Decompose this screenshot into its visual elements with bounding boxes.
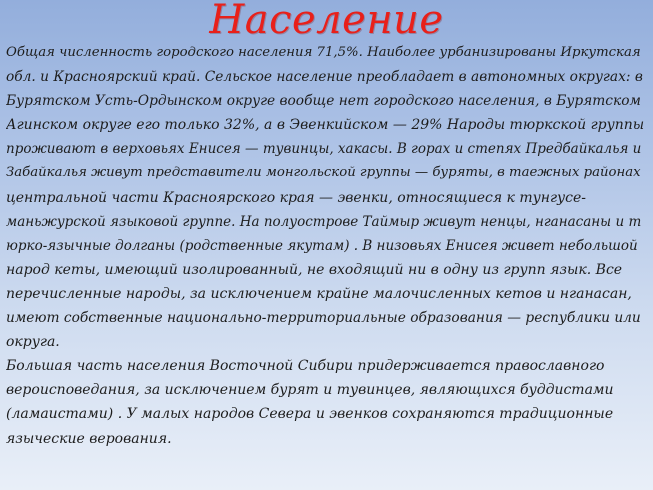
text-line: Общая численность городского населения 71,5%. Наиболее урбанизированы Иркутская bbox=[6, 45, 641, 60]
text-line: юрко-язычные долганы (родственные якутам) . В низовьях Енисея живет небольшой bbox=[6, 237, 638, 254]
text-line: (ламаистами) . У малых народов Севера и эвенков сохраняются традиционные bbox=[6, 406, 614, 423]
text-line: Бурятском Усть-Ордынском округе вообще нет городского населения, в Бурятском bbox=[6, 93, 641, 110]
text-line: языческие верования. bbox=[6, 430, 172, 447]
text-line: Агинском округе его только 32%, а в Эвенкийском — 29% Народы тюркской группы bbox=[6, 117, 645, 134]
text-line: Большая часть населения Восточной Сибири придерживается православного bbox=[6, 358, 605, 375]
text-line: обл. и Красноярский край. Сельское население преобладает в автономных округах: в bbox=[6, 69, 643, 86]
text-line: округа. bbox=[6, 334, 60, 351]
text-line: перечисленные народы, за исключением крайне малочисленных кетов и нганасан, bbox=[6, 285, 632, 302]
text-line: Забайкалья живут представители монгольской группы — буряты, в таежных районах bbox=[6, 165, 641, 181]
text-line: вероисповедания, за исключением бурят и тувинцев, являющихся буддистами bbox=[6, 382, 614, 399]
slide-body-text bbox=[6, 41, 646, 451]
slide-title: Население bbox=[209, 0, 444, 43]
text-line: маньжурской языковой группе. На полуострове Таймыр живут ненцы, нганасаны и т bbox=[6, 213, 642, 230]
text-line: центральной части Красноярского края — эвенки, относящиеся к тунгусе- bbox=[6, 189, 587, 206]
text-line: народ кеты, имеющий изолированный, не входящий ни в одну из групп язык. Все bbox=[6, 261, 623, 278]
text-line: проживают в верховьях Енисея — тувинцы, хакасы. В горах и степях Предбайкалья и bbox=[6, 141, 642, 158]
text-line: имеют собственные национально-территориальные образования — республики или bbox=[6, 310, 641, 327]
